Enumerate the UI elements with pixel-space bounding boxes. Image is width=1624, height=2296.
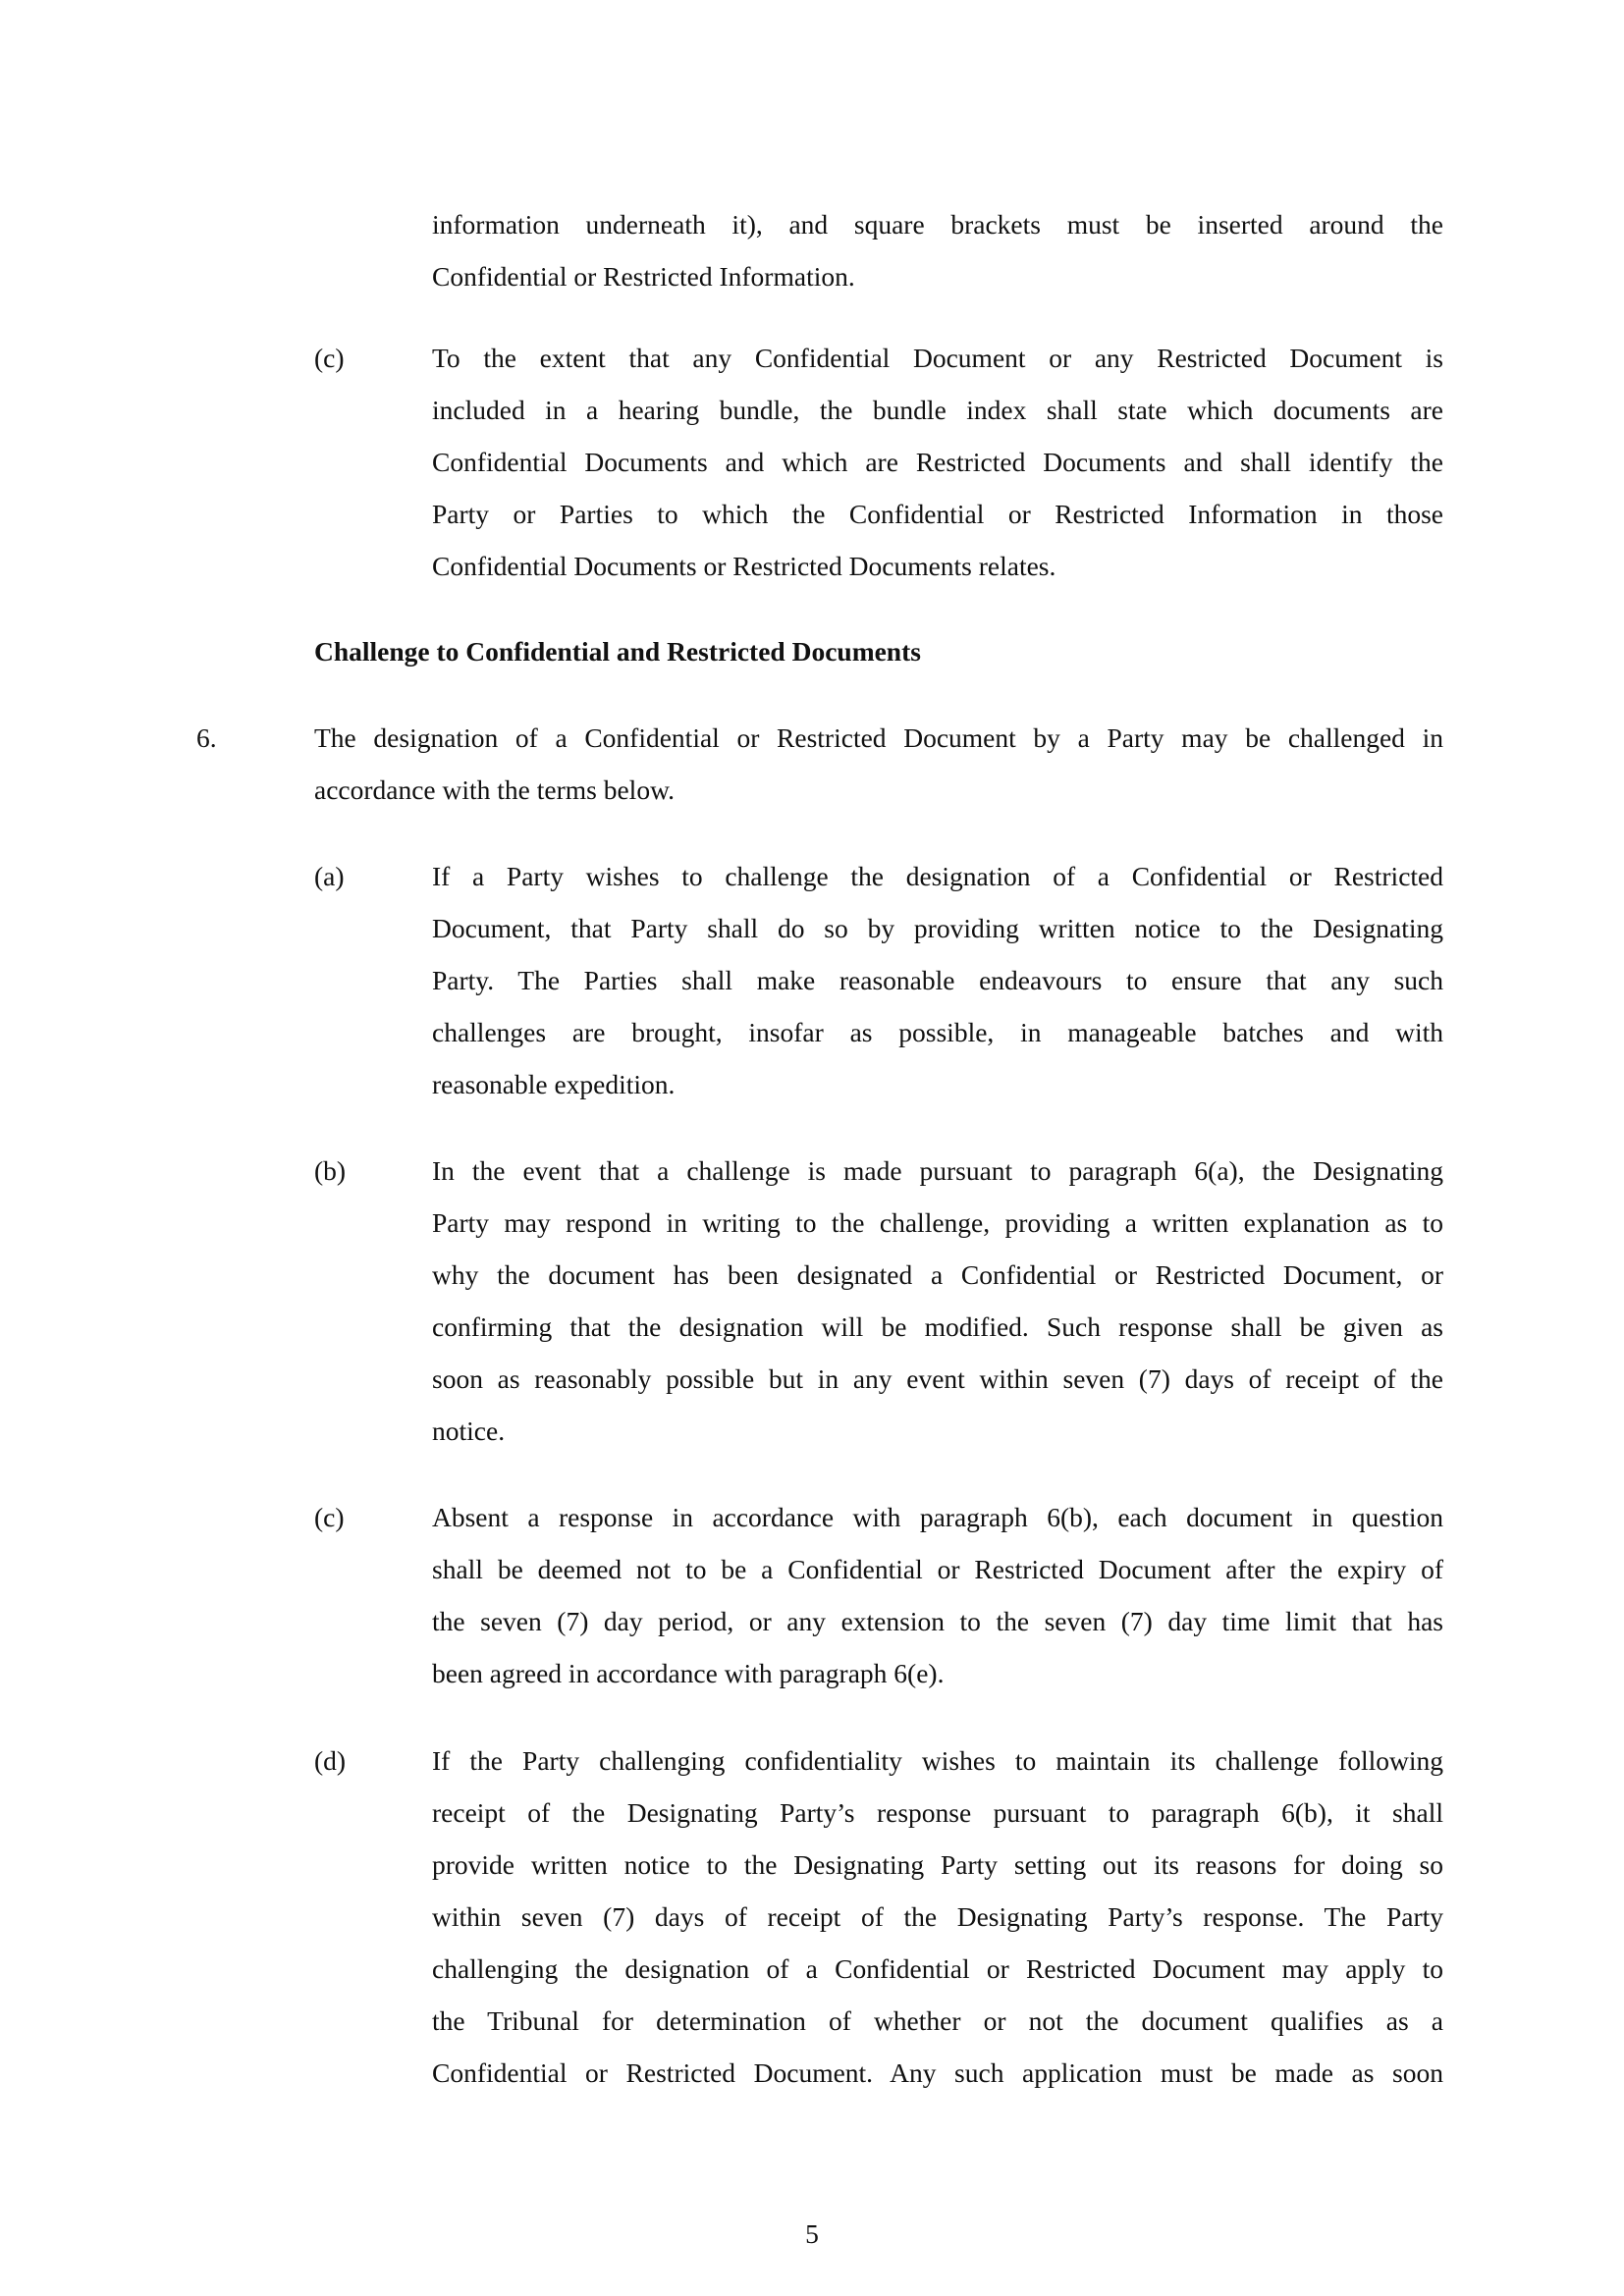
text-line: receipt of the Designating Party’s response pursuant to paragraph 6(b), it shall [432, 1797, 1443, 1828]
text-line: Confidential or Restricted Information. [432, 261, 855, 292]
text-line: soon as reasonably possible but in any event within seven (7) days of receipt of the [432, 1363, 1443, 1394]
clause-5c-paragraph [432, 332, 1443, 592]
clause-marker: (c) [314, 343, 345, 373]
subclause-6b-paragraph [432, 1145, 1443, 1457]
text-line: been agreed in accordance with paragraph 6(e). [432, 1658, 945, 1688]
text-line: why the document has been designated a Confidential or Restricted Document, or [432, 1259, 1443, 1290]
subclause-marker: (b) [314, 1155, 347, 1186]
text-line: Party. The Parties shall make reasonable endeavours to ensure that any such [432, 965, 1443, 995]
text-line: reasonable expedition. [432, 1069, 676, 1099]
text-line: included in a hearing bundle, the bundle index shall state which documents are [432, 395, 1443, 425]
text-line: The designation of a Confidential or Restricted Document by a Party may be challenged in [314, 722, 1443, 753]
text-line: notice. [432, 1415, 506, 1446]
text-line: challenging the designation of a Confidential or Restricted Document may apply to [432, 1953, 1443, 1984]
text-line: If the Party challenging confidentiality wishes to maintain its challenge following [432, 1745, 1443, 1776]
page-number: 5 [805, 2218, 819, 2249]
text-line: In the event that a challenge is made pursuant to paragraph 6(a), the Designating [432, 1155, 1443, 1186]
text-line: Document, that Party shall do so by providing written notice to the Designating [432, 913, 1443, 943]
subclause-6d-paragraph [432, 1735, 1443, 2099]
text-line: Confidential Documents and which are Restricted Documents and shall identify the [432, 447, 1443, 477]
text-line: Party or Parties to which the Confidential or Restricted Information in those [432, 499, 1443, 529]
text-line: the Tribunal for determination of whether or not the document qualifies as a [432, 2005, 1443, 2036]
text-line: shall be deemed not to be a Confidential or Restricted Document after the expiry of [432, 1554, 1443, 1584]
subclause-6c-paragraph [432, 1491, 1443, 1699]
subclause-marker: (c) [314, 1502, 345, 1532]
text-line: the seven (7) day period, or any extension to the seven (7) day time limit that has [432, 1606, 1443, 1636]
text-line: Party may respond in writing to the challenge, providing a written explanation as to [432, 1207, 1443, 1238]
continuation-paragraph [432, 198, 1443, 302]
text-line: confirming that the designation will be modified. Such response shall be given as [432, 1311, 1443, 1342]
text-line: accordance with the terms below. [314, 774, 676, 805]
text-line: To the extent that any Confidential Document or any Restricted Document is [432, 343, 1443, 373]
subclause-6a-paragraph [432, 850, 1443, 1110]
clause-6-paragraph [314, 712, 1443, 816]
text-line: Absent a response in accordance with paragraph 6(b), each document in question [432, 1502, 1443, 1532]
subclause-marker: (a) [314, 861, 345, 891]
text-line: within seven (7) days of receipt of the Designating Party’s response. The Party [432, 1901, 1443, 1932]
section-heading: Challenge to Confidential and Restricted Documents [314, 636, 921, 667]
clause-number: 6. [196, 722, 217, 753]
text-line: If a Party wishes to challenge the designation of a Confidential or Restricted [432, 861, 1443, 891]
text-line: challenges are brought, insofar as possible, in manageable batches and with [432, 1017, 1443, 1047]
text-line: information underneath it), and square brackets must be inserted around the [432, 209, 1443, 240]
subclause-marker: (d) [314, 1745, 347, 1776]
text-line: Confidential or Restricted Document. Any such application must be made as soon [432, 2057, 1443, 2088]
text-line: Confidential Documents or Restricted Documents relates. [432, 551, 1056, 581]
text-line: provide written notice to the Designating Party setting out its reasons for doing so [432, 1849, 1443, 1880]
